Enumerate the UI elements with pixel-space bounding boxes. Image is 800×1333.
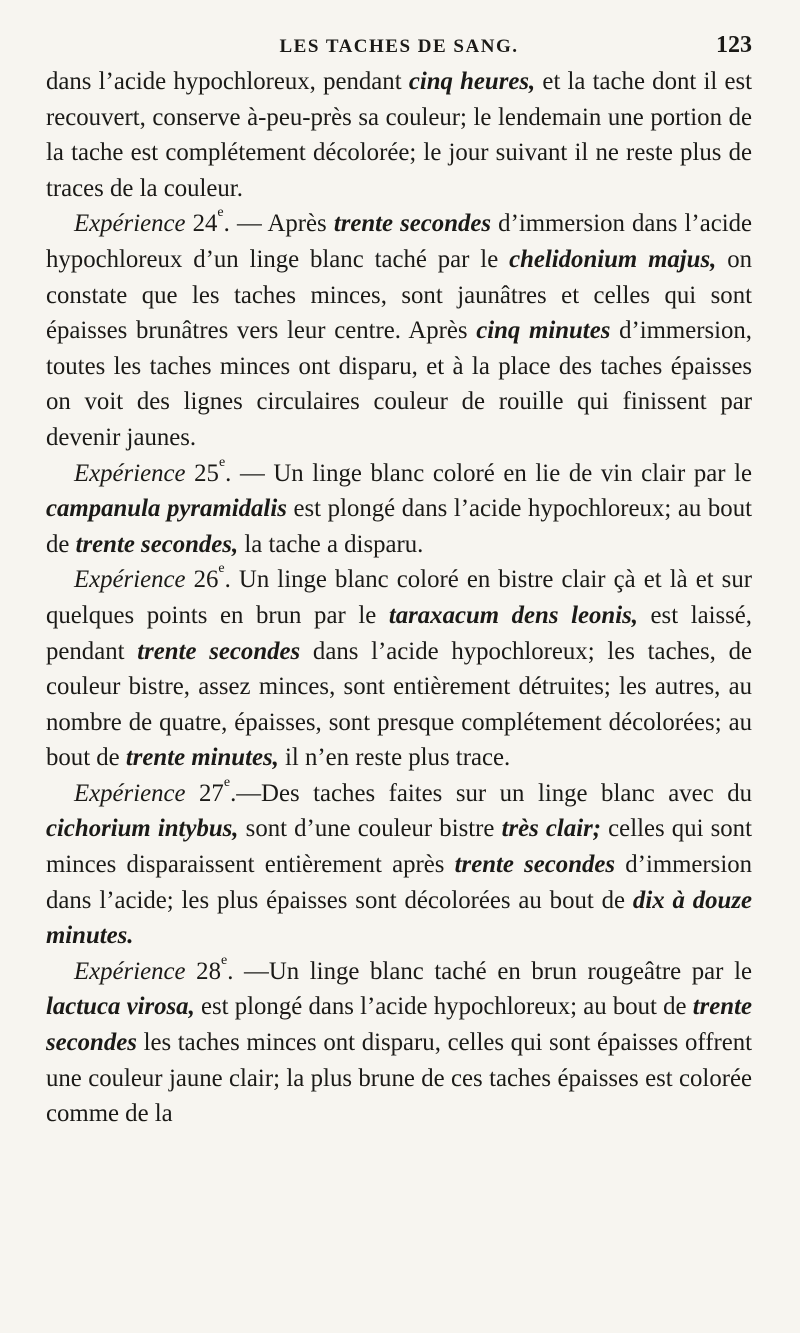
text-run: .—Des taches faites sur un linge blanc avec du — [230, 779, 753, 807]
paragraph-continuation — [46, 64, 752, 206]
text-run: est plongé dans l’acide hypochloreux; au bout de — [194, 993, 693, 1021]
italic-term: trente secondes — [137, 637, 301, 665]
paragraph-experience-28 — [46, 954, 752, 1132]
paragraph-experience-26 — [46, 562, 752, 776]
experiment-label: Expérience — [74, 459, 186, 487]
text-run: . — Après — [223, 210, 334, 238]
text-run: . — Un linge blanc coloré en lie de vin clair par le — [225, 459, 752, 487]
italic-term: cinq minutes — [476, 317, 611, 345]
text-run: d’immersion dans l’acide; les plus épaisses sont décolorées au bout de — [46, 851, 753, 914]
experiment-label: Expérience — [74, 210, 186, 238]
ordinal-suffix: e — [217, 205, 224, 221]
ordinal-suffix: e — [218, 454, 226, 470]
italic-term: chelidonium majus, — [509, 245, 717, 273]
text-run: dans l’acide hypochloreux, pendant — [46, 68, 409, 95]
italic-term: taraxacum dens leonis, — [388, 601, 638, 629]
text-run: on constate que les taches minces, sont jaunâtres et celles qui sont épaisses brunâtres vers leur centre. Après — [46, 245, 752, 345]
text-run: il n’en reste plus trace. — [278, 744, 511, 772]
running-title: LES TACHES DE SANG. — [279, 36, 519, 57]
text-run: dans l’acide hypochloreux; les taches, de couleur bistre, assez minces, sont entièrement détruites; les autres, au nombre de quatre, épaisses, sont presque complétement décolorées; au bout de — [46, 637, 752, 772]
italic-term: cichorium intybus, — [46, 815, 239, 843]
italic-term: cinq heures, — [408, 68, 536, 95]
italic-term: trente minutes, — [125, 744, 279, 772]
text-run: les taches minces ont disparu, celles qui sont épaisses offrent une couleur jaune clair; la plus brune de ces taches épaisses est colorée comme de la — [46, 1029, 752, 1128]
paragraph-experience-24 — [46, 206, 752, 455]
text-run: . —Un linge blanc taché en brun rougeâtre par le — [227, 957, 752, 985]
experiment-label: Expérience — [74, 957, 186, 985]
text-run: . Un linge blanc coloré en bistre clair çà et là et sur quelques points en brun par le — [46, 566, 752, 629]
italic-term: trente secondes — [333, 210, 492, 238]
italic-term: très clair; — [501, 815, 602, 843]
text-run: la tache a disparu. — [238, 530, 424, 558]
italic-term: trente secondes — [454, 851, 616, 879]
ordinal-suffix: e — [220, 952, 228, 968]
page-number: 123 — [716, 32, 752, 58]
text-run: 26 — [185, 566, 219, 594]
italic-term: lactuca virosa, — [46, 993, 195, 1021]
paragraph-experience-27 — [46, 776, 752, 954]
text-run: 28 — [185, 957, 221, 985]
text-run: celles qui sont minces disparaissent entièrement après — [46, 815, 752, 879]
experiment-label: Expérience — [74, 779, 186, 807]
text-run: 25 — [185, 459, 219, 487]
body-text — [46, 64, 752, 1132]
italic-term: trente secondes, — [75, 530, 239, 558]
text-run: d’immersion dans l’acide hypochloreux d’un linge blanc taché par le — [46, 210, 752, 273]
ordinal-suffix: e — [218, 561, 225, 577]
experiment-label: Expérience — [74, 566, 186, 594]
italic-term: campanula pyramidalis — [46, 495, 287, 523]
ordinal-suffix: e — [223, 774, 231, 790]
italic-term: trente secondes — [46, 993, 752, 1057]
paragraph-experience-25 — [46, 456, 752, 563]
italic-term: dix à douze minutes. — [46, 886, 752, 950]
text-run: sont d’une couleur bistre — [238, 815, 502, 843]
text-run: 27 — [185, 779, 224, 807]
text-run: 24 — [185, 210, 218, 238]
text-run: d’immersion, toutes les taches minces ont disparu, et à la place des taches épaisses on voit des lignes circulaires couleur de rouille qui finissent par devenir jaunes. — [46, 317, 752, 451]
text-run: est laissé, pendant — [46, 601, 752, 665]
text-run: est plongé dans l’acide hypochloreux; au bout de — [46, 495, 752, 558]
text-run: et la tache dont il est recouvert, conserve à-peu-près sa couleur; le lendemain une portion de la tache est complétement décolorée; le jour suivant il ne reste plus de traces de la couleur. — [46, 68, 753, 202]
page-header — [46, 30, 752, 64]
